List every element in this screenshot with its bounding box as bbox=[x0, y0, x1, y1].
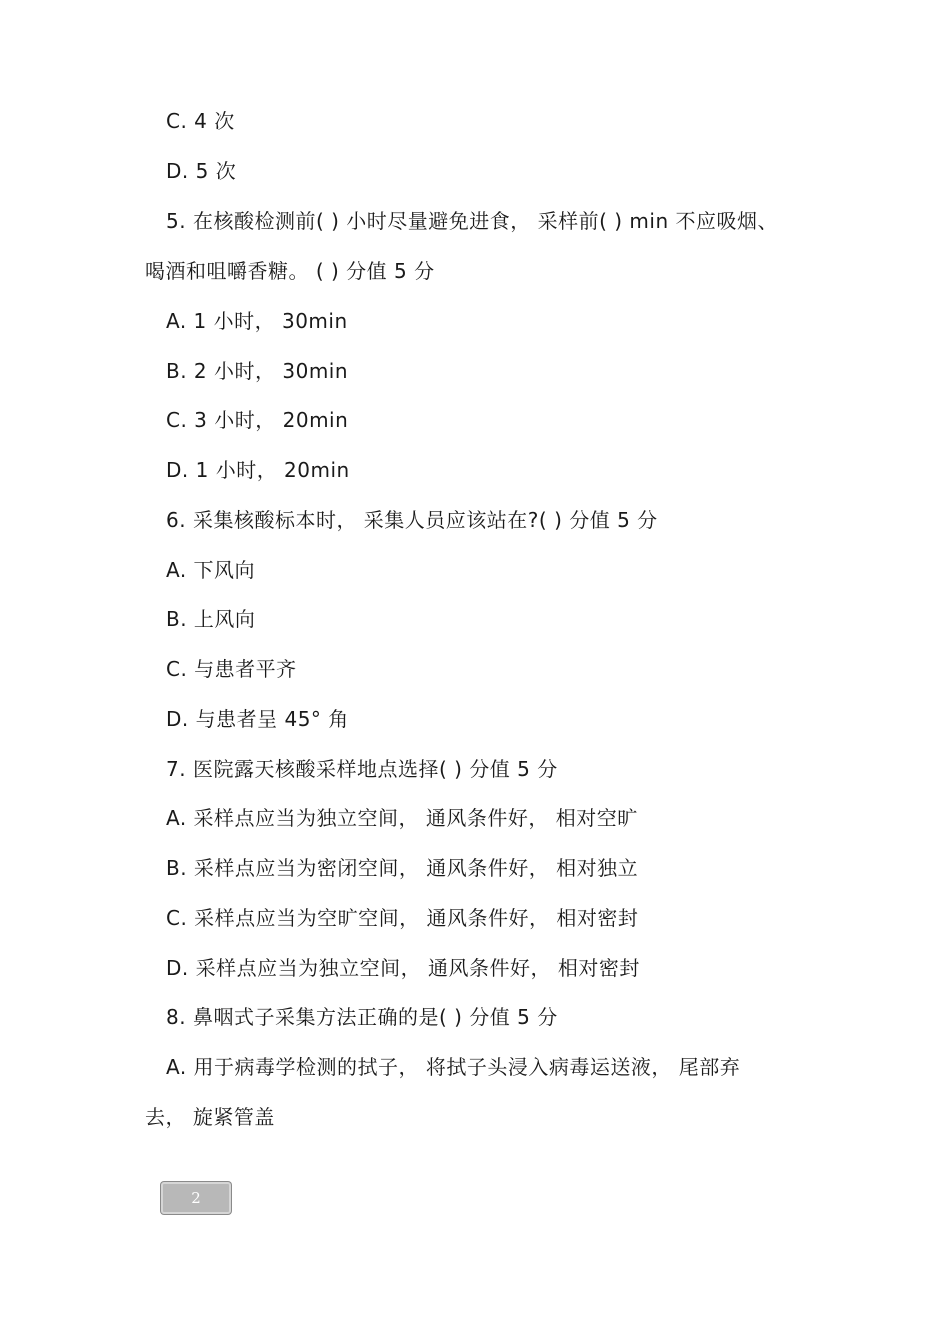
question-7: 7. 医院露天核酸采样地点选择( ) 分值 5 分 bbox=[166, 757, 558, 781]
option-a-q6: A. 下风向 bbox=[166, 558, 256, 582]
option-a-q7: A. 采样点应当为独立空间， 通风条件好， 相对空旷 bbox=[166, 806, 638, 830]
question-5-continuation: 喝酒和咀嚼香糖。 ( ) 分值 5 分 bbox=[145, 259, 435, 283]
option-c-q7: C. 采样点应当为空旷空间， 通风条件好， 相对密封 bbox=[166, 906, 639, 930]
option-d-q5: D. 1 小时， 20min bbox=[166, 458, 350, 482]
question-8: 8. 鼻咽式子采集方法正确的是( ) 分值 5 分 bbox=[166, 1005, 558, 1029]
option-c-q6: C. 与患者平齐 bbox=[166, 657, 297, 681]
option-c-q4: C. 4 次 bbox=[166, 109, 235, 133]
option-d-q7: D. 采样点应当为独立空间， 通风条件好， 相对密封 bbox=[166, 956, 640, 980]
option-a-q8: A. 用于病毒学检测的拭子， 将拭子头浸入病毒运送液， 尾部弃 bbox=[166, 1055, 741, 1079]
option-c-q5: C. 3 小时， 20min bbox=[166, 408, 349, 432]
question-5: 5. 在核酸检测前( ) 小时尽量避免进食， 采样前( ) min 不应吸烟、 bbox=[166, 209, 779, 233]
option-d-q6: D. 与患者呈 45° 角 bbox=[166, 707, 349, 731]
option-b-q5: B. 2 小时， 30min bbox=[166, 359, 349, 383]
option-b-q6: B. 上风向 bbox=[166, 607, 256, 631]
option-a-q8-continuation: 去， 旋紧管盖 bbox=[145, 1105, 275, 1129]
question-6: 6. 采集核酸标本时， 采集人员应该站在?( ) 分值 5 分 bbox=[166, 508, 658, 532]
option-d-q4: D. 5 次 bbox=[166, 159, 237, 183]
option-b-q7: B. 采样点应当为密闭空间， 通风条件好， 相对独立 bbox=[166, 856, 639, 880]
page-number-badge: 2 bbox=[161, 1182, 231, 1214]
option-a-q5: A. 1 小时， 30min bbox=[166, 309, 348, 333]
